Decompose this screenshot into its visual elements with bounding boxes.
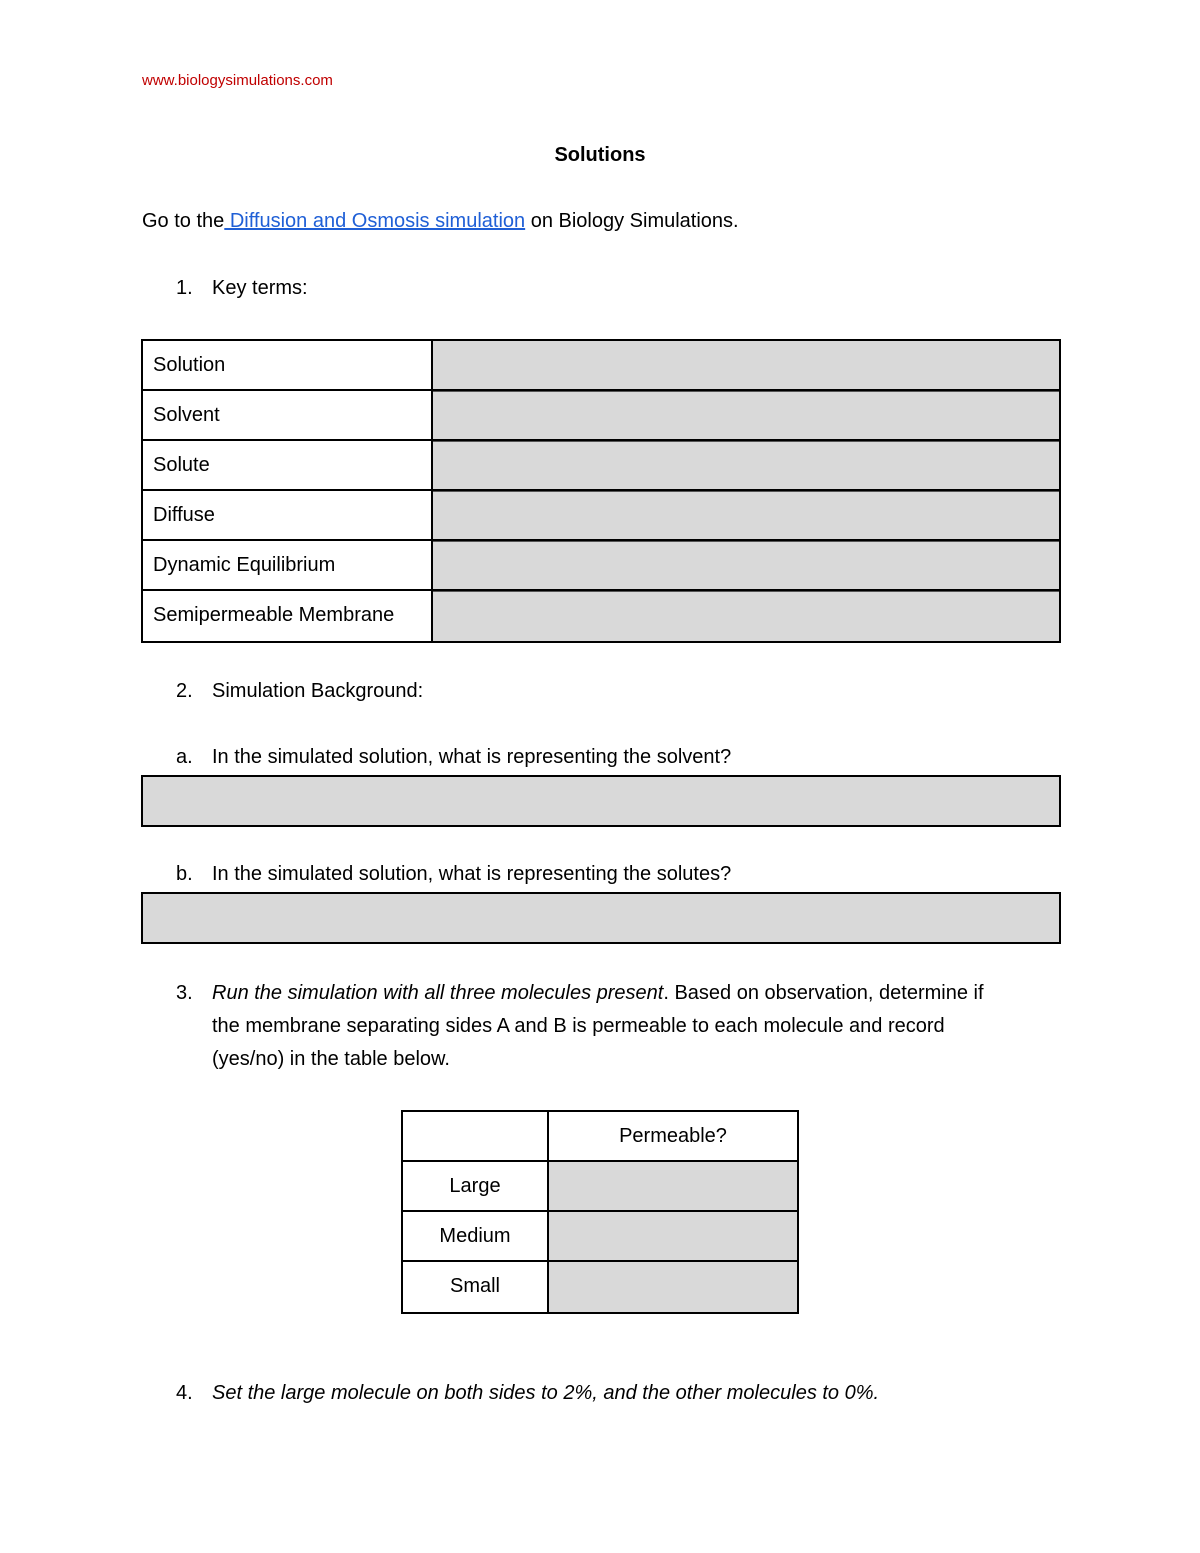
intro-suffix: on Biology Simulations. [525,210,739,232]
molecule-label: Medium [403,1212,549,1260]
intro-text [142,210,739,233]
q3-italic-text: Run the simulation with all three molecules present [212,982,664,1004]
q2-text: Simulation Background: [212,680,424,702]
intro-prefix: Go to the [142,210,225,232]
q4-number: 4. [176,1382,193,1404]
q1-text: Key terms: [212,277,308,299]
term-answer-field[interactable] [433,541,1059,589]
term-row [143,441,1059,491]
q3-line1-rest: . Based on observation, determine if [663,982,984,1004]
term-answer-field[interactable] [433,341,1059,389]
term-answer-field[interactable] [433,391,1059,439]
solvent-answer-field[interactable] [141,775,1061,827]
term-label: Solute [143,441,433,489]
term-label: Solution [143,341,433,389]
site-url: www.biologysimulations.com [142,72,333,89]
term-row [143,591,1059,641]
q2b-text: In the simulated solution, what is representing the solutes? [212,863,732,885]
molecule-label: Small [403,1262,549,1312]
table-header-row [403,1112,797,1162]
term-answer-field[interactable] [433,591,1059,641]
q3-number: 3. [176,982,193,1004]
term-label: Semipermeable Membrane [143,591,433,641]
q3-line1 [212,982,984,1005]
q2-number: 2. [176,680,193,702]
term-row [143,541,1059,591]
simulation-link[interactable]: Diffusion and Osmosis simulation [224,210,526,232]
table-row [403,1162,797,1212]
q2a-text: In the simulated solution, what is representing the solvent? [212,746,732,768]
term-row [143,491,1059,541]
permeable-answer-field[interactable] [549,1212,797,1260]
solutes-answer-field[interactable] [141,892,1061,944]
q3-line2: the membrane separating sides A and B is permeable to each molecule and record [212,1015,945,1037]
q3-line3: (yes/no) in the table below. [212,1048,450,1070]
table-row [403,1212,797,1262]
q2b-label: b. [176,863,193,885]
table-row [403,1262,797,1312]
key-terms-table [141,339,1061,643]
term-row [143,341,1059,391]
q4-text: Set the large molecule on both sides to 2%, and the other molecules to 0%. [212,1382,880,1404]
permeability-table [401,1110,799,1314]
term-answer-field[interactable] [433,441,1059,489]
q2a-label: a. [176,746,193,768]
term-label: Solvent [143,391,433,439]
q1-number: 1. [176,277,193,299]
term-answer-field[interactable] [433,491,1059,539]
term-label: Dynamic Equilibrium [143,541,433,589]
permeable-answer-field[interactable] [549,1162,797,1210]
permeable-answer-field[interactable] [549,1262,797,1312]
term-label: Diffuse [143,491,433,539]
term-row [143,391,1059,441]
molecule-label: Large [403,1162,549,1210]
permeable-header: Permeable? [619,1125,727,1147]
page-title: Solutions [554,144,646,166]
empty-header-cell [403,1112,549,1160]
